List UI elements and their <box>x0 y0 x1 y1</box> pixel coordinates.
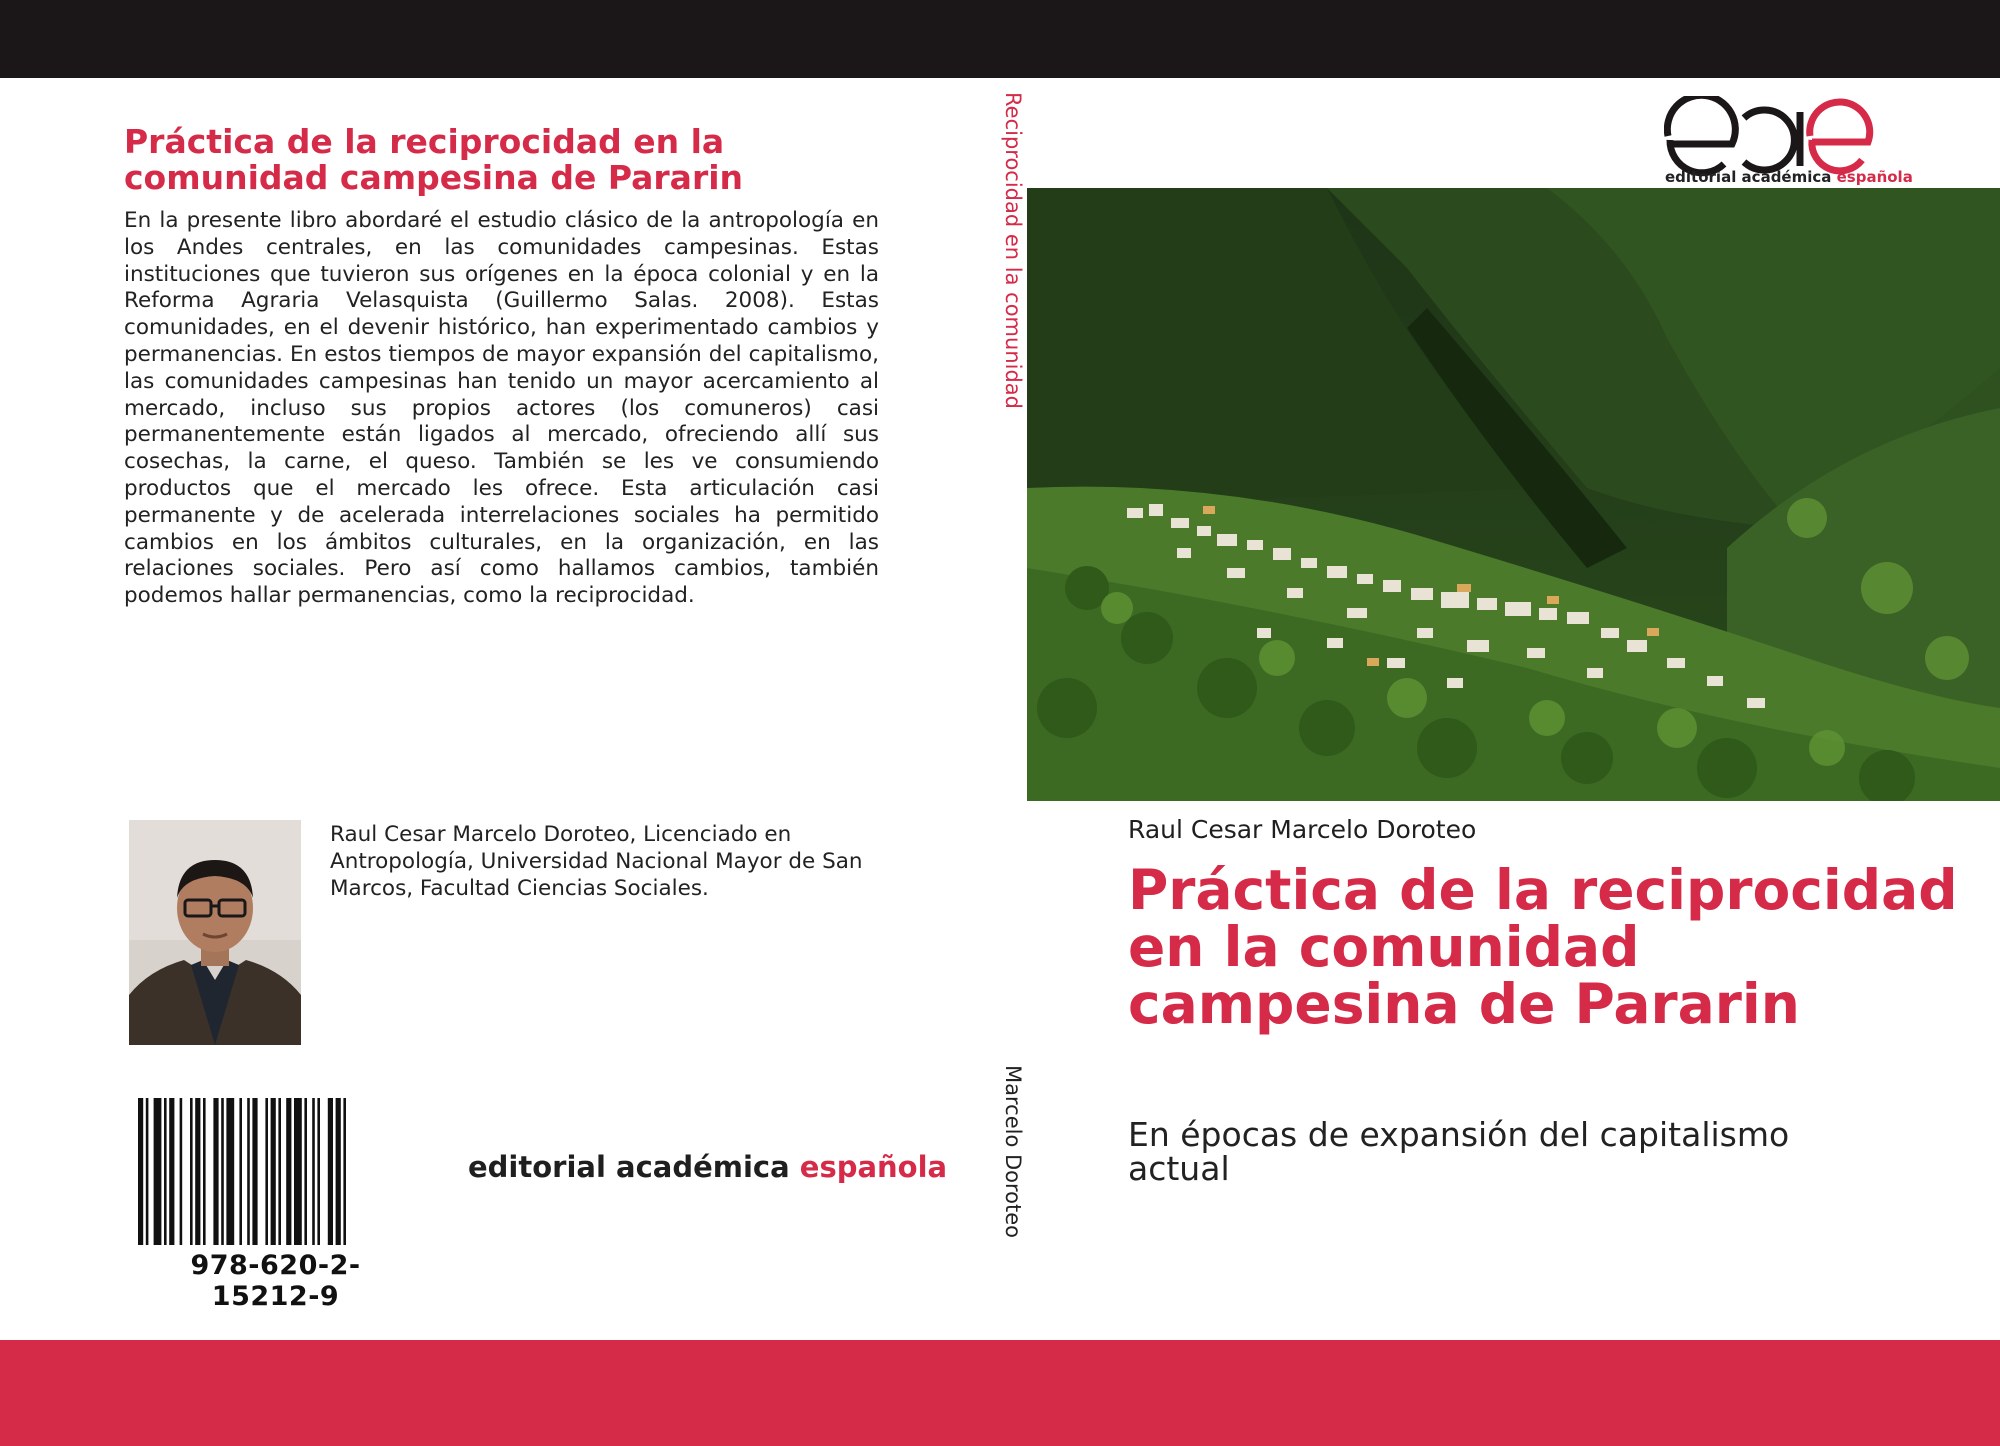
barcode-bar <box>195 1098 200 1245</box>
barcode-bar <box>226 1098 234 1245</box>
imprint-accent: española <box>799 1150 948 1184</box>
front-title: Práctica de la reciprocidad en la comunidad campesina de Pararin <box>1128 858 1958 1036</box>
barcode-bar <box>317 1098 320 1245</box>
author-bio: Raul Cesar Marcelo Doroteo, Licenciado en Antropología, Universidad Nacional Mayor de San Marcos, Facultad Ciencias Sociales. <box>330 822 863 901</box>
barcode-bar <box>304 1098 307 1245</box>
front-author: Raul Cesar Marcelo Doroteo <box>1128 815 1477 844</box>
top-band <box>0 0 2000 78</box>
imprint-main: editorial académica <box>468 1150 800 1184</box>
back-cover-blurb: En la presente libro abordaré el estudio clásico de la antropología en los Andes centrales, en las comunidades campesinas. Estas instituciones que tuvieron sus orígenes en la época colonial y en la Reforma Agraria Velasquista (Guillermo Salas. 2008). Estas comunidades, en el devenir histórico, han experimentado cambios y permanencias. En estos tiempos de mayor expansión del capitalismo, las comunidades campesinas han tenido un mayor acercamiento al mercado, incluso sus propios actores (los comuneros) casi permanentemente están ligados al mercado, ofreciendo allí sus cosechas, la carne, el queso. También se les ve consumiendo productos que el mercado les ofrece. Esta articulación casi permanente y de acelerada interrelaciones sociales ha permitido cambios en los ámbitos culturales, en la organización, en las relaciones sociales. Pero así como hallamos cambios, también podemos hallar permanencias, como la reciprocidad. <box>124 208 879 609</box>
barcode-bar <box>169 1098 174 1245</box>
publisher-logo-accent: española <box>1836 168 1913 186</box>
barcode-bar <box>203 1098 206 1245</box>
publisher-logo-text <box>1665 168 1913 186</box>
publisher-logo-main: editorial académica <box>1665 168 1837 186</box>
barcode-bar <box>213 1098 218 1245</box>
barcode-bar <box>221 1098 224 1245</box>
barcode-bar <box>180 1098 183 1245</box>
spine-title: Reciprocidad en la comunidad <box>1001 92 1025 409</box>
barcode-bar <box>252 1098 257 1245</box>
isbn: 978-620-2-15212-9 <box>190 1250 361 1312</box>
barcode-bar <box>154 1098 162 1245</box>
barcode-icon <box>138 1098 413 1245</box>
barcode-bar <box>286 1098 291 1245</box>
barcode-bar <box>138 1098 143 1245</box>
mountain-village-photo <box>1027 188 2000 801</box>
barcode-bar <box>239 1098 242 1245</box>
back-imprint <box>468 1150 947 1184</box>
barcode-bar <box>328 1098 333 1245</box>
front-subtitle: En épocas de expansión del capitalismo actual <box>1128 1115 1790 1188</box>
barcode-bar <box>190 1098 193 1245</box>
barcode-bar <box>146 1098 149 1245</box>
bottom-band <box>0 1340 2000 1446</box>
spine-author: Marcelo Doroteo <box>1001 1065 1025 1239</box>
barcode-bar <box>343 1098 346 1245</box>
barcode-bar <box>164 1098 167 1245</box>
barcode-bar <box>294 1098 302 1245</box>
barcode-bar <box>312 1098 315 1245</box>
barcode-bar <box>336 1098 341 1245</box>
barcode-bar <box>247 1098 250 1245</box>
back-cover-title: Práctica de la reciprocidad en la comunidad campesina de Pararin <box>124 122 744 197</box>
barcode-bar <box>271 1098 276 1245</box>
barcode-bar <box>278 1098 281 1245</box>
barcode-bar <box>265 1098 268 1245</box>
author-photo <box>129 820 301 1045</box>
